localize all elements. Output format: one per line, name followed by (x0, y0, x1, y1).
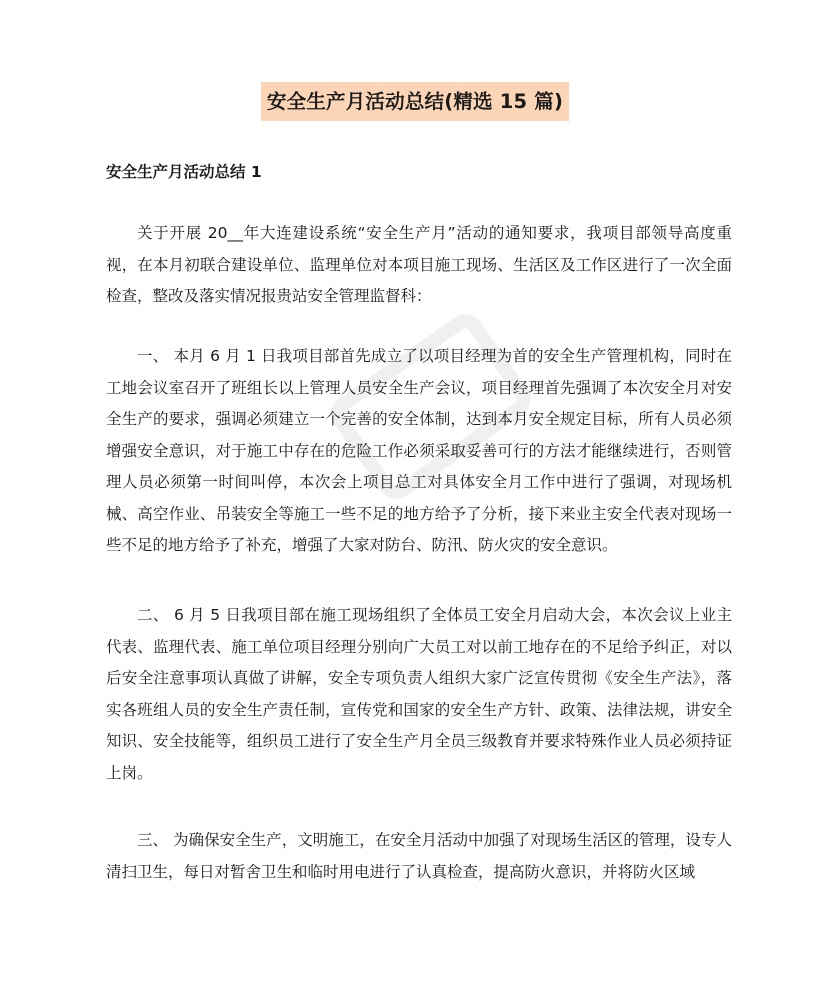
title-container (0, 82, 830, 121)
paragraph-intro: 关于开展 20__年大连建设系统“安全生产月”活动的通知要求，我项目部领导高度重视，在本月初联合建设单位、监理单位对本项目施工现场、生活区及工作区进行了一次全面检查，整改及落实情况报贵站安全管理监督科： (106, 224, 732, 305)
document-title: 安全生产月活动总结(精选 15 篇) (261, 82, 569, 121)
section-heading: 安全生产月活动总结 1 (106, 163, 262, 181)
paragraph-item-2: 二、 6 月 5 日我项目部在施工现场组织了全体员工安全月启动大会，本次会议上业主代表、监理代表、施工单位项目经理分别向广大员工对以前工地存在的不足给予纠正，对以后安全注意事项认真做了讲解，安全专项负责人组织大家广泛宣传贯彻《安全生产法》，落实各班组人员的安全生产责任制，宣传党和国家的安全生产方针、政策、法律法规，讲安全知识、安全技能等，组织员工进行了安全生产月全员三级教育并要求特殊作业人员必须持证上岗。 (106, 606, 732, 782)
paragraph-item-1: 一、 本月 6 月 1 日我项目部首先成立了以项目经理为首的安全生产管理机构，同时在工地会议室召开了班组长以上管理人员安全生产会议，项目经理首先强调了本次安全月对安全生产的要求，强调必须建立一个完善的安全体制，达到本月安全规定目标，所有人员必须增强安全意识，对于施工中存在的危险工作必须采取妥善可行的方法才能继续进行，否则管理人员必须第一时间叫停，本次会上项目总工对具体安全月工作中进行了强调，对现场机械、高空作业、吊装安全等施工一些不足的地方给予了分析，接下来业主安全代表对现场一些不足的地方给予了补充，增强了大家对防台、防汛、防火灾的安全意识。 (106, 347, 732, 554)
paragraph-item-3: 三、 为确保安全生产，文明施工，在安全月活动中加强了对现场生活区的管理，设专人清扫卫生，每日对暂舍卫生和临时用电进行了认真检查，提高防火意识，并将防火区域 (106, 831, 732, 881)
